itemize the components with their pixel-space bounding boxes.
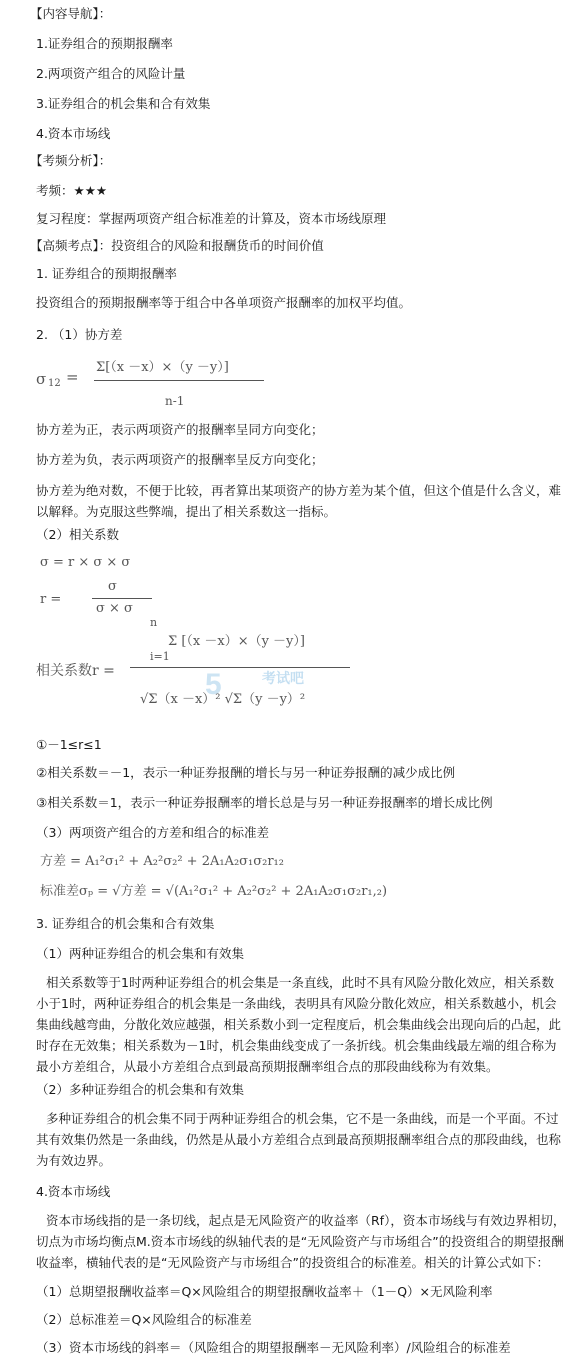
std-formula: 标准差σₚ = √方差 = √(A₁²σ₁² + A₂²σ₂² + 2A₁A₂σ₁σ₂r₁,₂): [40, 884, 388, 899]
cov-denominator: n-1: [165, 394, 185, 408]
analysis-title: 【考频分析】：: [30, 153, 112, 168]
nav-title: 【内容导航】：: [30, 6, 112, 21]
section-4-formula-3: （3）资本市场线的斜率＝（风险组合的期望报酬率－无风险利率）/风险组合的标准差: [36, 1340, 511, 1355]
corr-formula-2-lhs: r =: [40, 592, 62, 607]
corr-formula-1: σ = r × σ × σ: [40, 555, 131, 570]
cov-absolute: 协方差为绝对数，不便于比较，再者算出某项资产的协方差为某个值，但这个值是什么含义，难以解释。为克服这些弊端，提出了相关系数这一指标。: [36, 483, 562, 519]
cov-fraction-bar: [94, 380, 264, 381]
correlation-title: （2）相关系数: [36, 527, 119, 542]
corr-range: ①－1≤r≤1: [36, 737, 102, 752]
section-4-formula-2: （2）总标准差＝Q×风险组合的标准差: [36, 1312, 252, 1327]
section-4-title: 4.资本市场线: [36, 1184, 111, 1199]
section-1-text: 投资组合的预期报酬率等于组合中各单项资产报酬率的加权平均值。: [36, 295, 412, 310]
nav-item-1: 1.证券组合的预期报酬率: [36, 36, 173, 51]
corr-positive-one: ③相关系数＝1，表示一种证券报酬率的增长总是与另一种证券报酬率的增长成比例: [36, 795, 493, 810]
section-3-text-1: 相关系数等于1时两种证券组合的机会集是一条直线，此时不具有风险分散化效应，相关系数小于1时，两种证券组合的机会集是一条曲线，表明具有风险分散化效应，相关系数越小，机会集曲线越弯曲，分散化效应越强，相关系数小到一定程度后，机会集曲线会出现向后的凸起，此时存在无效集；相关系数为－1时，机会集曲线变成了一条折线。机会集曲线最左端的组合称为最小方差组合，从最小方差组合点到最高预期报酬率组合点的那段曲线称为有效集。: [36, 975, 562, 1074]
cov-lhs-sub: 12: [48, 378, 61, 389]
section-4-formula-1: （1）总期望报酬收益率＝Q×风险组合的期望报酬收益率＋（1－Q）×无风险利率: [36, 1284, 493, 1299]
nav-item-3: 3.证券组合的机会集和合有效集: [36, 96, 211, 111]
watermark-logo: 5: [205, 668, 222, 701]
variance-title: （3）两项资产组合的方差和组合的标准差: [36, 825, 269, 840]
corr-formula-3-num: Σ [（x －x）×（y －y）]: [168, 634, 305, 649]
cov-positive: 协方差为正，表示两项资产的报酬率呈同方向变化；: [36, 422, 324, 437]
cov-eq: =: [66, 368, 79, 386]
section-3-sub-2: （2）多种证券组合的机会集和有效集: [36, 1082, 244, 1097]
corr-negative-one: ②相关系数＝－1，表示一种证券报酬的增长与另一种证券报酬的减少成比例: [36, 765, 456, 780]
corr-formula-2-num: σ: [108, 579, 117, 594]
corr-formula-2-den: σ × σ: [96, 601, 133, 616]
corr-formula-2-bar: [92, 598, 152, 599]
cov-lhs: σ: [36, 370, 47, 388]
cov-negative: 协方差为负，表示两项资产的报酬率呈反方向变化；: [36, 452, 324, 467]
section-3-title: 3. 证券组合的机会集和合有效集: [36, 916, 215, 931]
corr-formula-3-bar: [130, 667, 350, 668]
nav-item-4: 4.资本市场线: [36, 126, 111, 141]
variance-formula: 方差 = A₁²σ₁² + A₂²σ₂² + 2A₁A₂σ₁σ₂r₁₂: [40, 854, 284, 869]
frequency: 考频：★★★: [36, 183, 108, 198]
section-3-sub-1: （1）两种证券组合的机会集和有效集: [36, 946, 244, 961]
section-4-text: 资本市场线指的是一条切线，起点是无风险资产的收益率（Rf），资本市场线与有效边界相切，切点为市场均衡点M.资本市场线的纵轴代表的是“无风险资产与市场组合”的投资组合的期望报酬收益率，横轴代表的是“无风险资产与市场组合”的投资组合的标准差。相关的计算公式如下：: [36, 1213, 566, 1270]
key-points: 【高频考点】：投资组合的风险和报酬货币的时间价值: [30, 238, 324, 253]
watermark-text: 考试吧: [262, 670, 304, 686]
review-level: 复习程度：掌握两项资产组合标准差的计算及，资本市场线原理: [36, 211, 387, 226]
corr-formula-3-den: √Σ（x －x）² √Σ（y －y）²: [140, 692, 306, 707]
nav-item-2: 2.两项资产组合的风险计量: [36, 66, 186, 81]
corr-formula-3-lhs: 相关系数r =: [36, 663, 115, 679]
section-1-title: 1. 证券组合的预期报酬率: [36, 266, 177, 281]
cov-numerator: Σ[（x －x）×（y －y）]: [96, 360, 229, 375]
section-2-title: 2. （1）协方差: [36, 327, 123, 342]
section-3-text-2: 多种证券组合的机会集不同于两种证券组合的机会集，它不是一条曲线，而是一个平面。不过其有效集仍然是一条曲线，仍然是从最小方差组合点到最高预期报酬率组合点的那段曲线，也称为有效边界。: [36, 1111, 562, 1168]
